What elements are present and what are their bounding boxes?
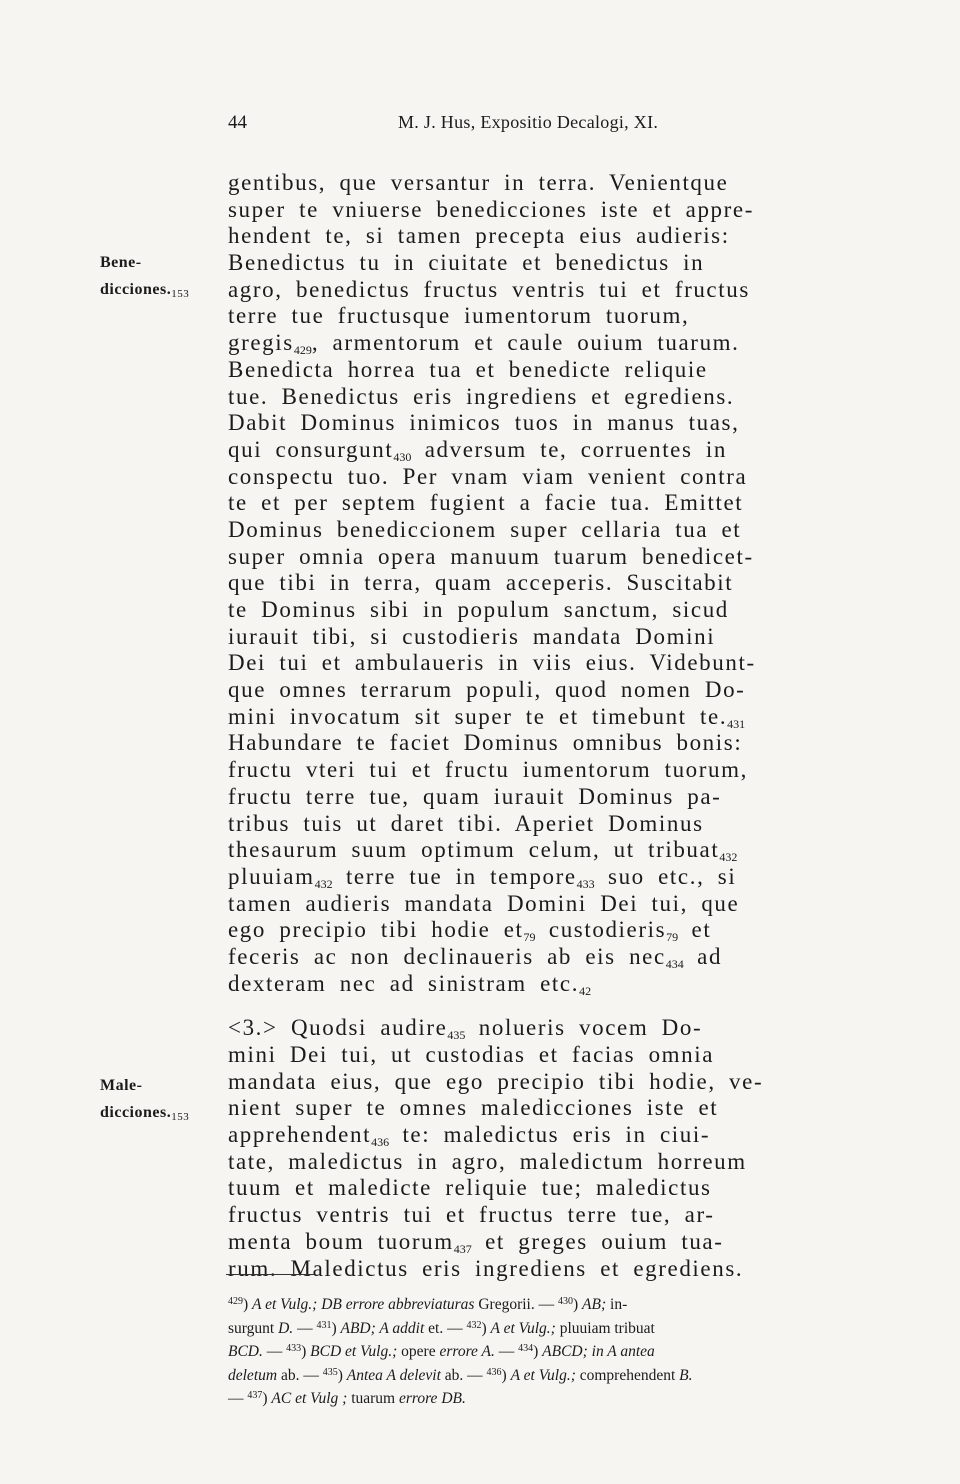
margin-note-word: dicciones. xyxy=(100,1103,172,1121)
footnote-line xyxy=(228,1317,912,1341)
text-line xyxy=(228,677,912,704)
text-segment: Dabit Dominus inimicos tuos in manus tuas, xyxy=(228,410,740,436)
footnote-line xyxy=(228,1387,912,1411)
footnote-segment: ) xyxy=(331,1319,341,1337)
text-line xyxy=(228,730,912,757)
text-segment: tue. Benedictus eris ingrediens et egrediens. xyxy=(228,383,735,409)
text-line xyxy=(228,650,912,677)
text-segment: qui consurgunt xyxy=(228,436,394,462)
text-segment: thesaurum suum optimum celum, ut tribuat xyxy=(228,837,720,863)
subscript-marker: 79 xyxy=(666,930,679,945)
text-segment: Dominus benediccionem super cellaria tua et xyxy=(228,516,742,542)
footnote-segment: ) xyxy=(301,1343,311,1360)
subscript-marker: 42 xyxy=(579,983,592,998)
margin-note-maledicciones xyxy=(100,1073,189,1126)
footnote-number: 437 xyxy=(247,1390,263,1401)
footnotes xyxy=(228,1293,912,1411)
text-segment: tamen audieris mandata Domini Dei tui, que xyxy=(228,890,740,916)
text-line xyxy=(228,384,912,411)
footnote-segment: ) xyxy=(262,1390,272,1407)
text-segment: adversum te, corruentes in xyxy=(411,436,727,462)
subscript-marker: 429 xyxy=(293,343,312,358)
footnote-segment: — xyxy=(228,1390,248,1407)
text-segment: fructu terre tue, quam iurauit Dominus pa- xyxy=(228,783,722,809)
text-segment: menta boum tuorum xyxy=(228,1228,454,1254)
footnote-segment: Gregorii. — xyxy=(474,1296,558,1313)
footnote-segment: ) xyxy=(481,1319,491,1337)
footnote-segment: A et Vulg.; xyxy=(510,1366,576,1384)
text-segment: mini invocatum sit super te et timebunt te. xyxy=(228,703,728,729)
text-line xyxy=(228,597,912,624)
text-line xyxy=(228,1095,912,1122)
text-line xyxy=(228,1069,912,1096)
text-segment: nolueris vocem Do- xyxy=(465,1015,703,1041)
text-line xyxy=(228,277,912,304)
text-segment: rum. Maledictus eris ingrediens et egrediens. xyxy=(228,1255,744,1281)
text-segment: dexteram nec ad sinistram etc. xyxy=(228,970,580,996)
footnote-segment: errore DB. xyxy=(398,1390,466,1407)
footnote-number: 436 xyxy=(486,1366,502,1378)
footnote-segment: ABD; A addit xyxy=(340,1319,425,1337)
text-line xyxy=(228,1202,912,1229)
footnote-segment: — xyxy=(293,1319,317,1337)
footnote-segment: ab. — xyxy=(440,1366,487,1384)
text-line xyxy=(228,971,912,998)
text-segment: , armentorum et caule ouium tuarum. xyxy=(311,330,740,356)
text-segment: apprehendent xyxy=(228,1122,372,1148)
text-segment: iurauit tibi, si custodieris mandata Domini xyxy=(228,623,716,649)
footnote-segment: opere xyxy=(397,1343,440,1360)
text-line xyxy=(228,1042,912,1069)
subscript-marker: 432 xyxy=(719,850,738,865)
text-line xyxy=(228,1122,912,1149)
footnote-segment: surgunt xyxy=(228,1319,279,1337)
text-line xyxy=(228,1149,912,1176)
text-line xyxy=(228,570,912,597)
footnote-segment: BCD. xyxy=(228,1343,263,1360)
text-segment: hendent te, si tamen precepta eius audieris: xyxy=(228,223,730,249)
margin-note-benedicciones xyxy=(100,250,189,303)
footnote-segment: ) xyxy=(337,1366,347,1384)
text-segment: Habundare te faciet Dominus omnibus bonis: xyxy=(228,730,743,756)
text-line xyxy=(228,437,912,464)
text-segment: feceris ac non declinaueris ab eis nec xyxy=(228,943,666,969)
subscript-marker: 433 xyxy=(576,876,595,891)
text-segment: terre tue in tempore xyxy=(332,863,577,889)
margin-note-ref: 153 xyxy=(171,287,190,300)
footnote-line xyxy=(228,1340,912,1364)
footnote-segment: Antea A delevit xyxy=(346,1366,441,1384)
subscript-marker: 435 xyxy=(447,1028,466,1043)
text-segment: suo etc., si xyxy=(594,863,737,889)
margin-note-ref: 153 xyxy=(171,1110,190,1123)
footnote-segment: ) xyxy=(501,1366,511,1384)
text-segment: fructus ventris tui et fructus terre tue, ar- xyxy=(228,1202,715,1228)
text-line xyxy=(228,944,912,971)
footnote-segment: AC et Vulg ; xyxy=(271,1390,348,1407)
body-text xyxy=(228,170,912,1282)
text-segment: tuum et maledicte reliquie tue; maledictus xyxy=(228,1175,712,1201)
footnote-segment: deletum xyxy=(228,1366,278,1384)
footnote-number: 434 xyxy=(518,1343,534,1354)
text-line xyxy=(228,1256,912,1283)
footnote-line xyxy=(228,1293,912,1317)
footnote-segment: in- xyxy=(606,1296,628,1313)
text-segment: te et per septem fugient a facie tua. Emittet xyxy=(228,490,744,516)
text-segment: <3.> Quodsi audire xyxy=(228,1015,448,1041)
footnote-number: 432 xyxy=(466,1319,482,1331)
text-line xyxy=(228,864,912,891)
text-line xyxy=(228,757,912,784)
text-segment: conspectu tuo. Per vnam viam venient contra xyxy=(228,463,748,489)
page-number: 44 xyxy=(228,112,247,133)
text-line xyxy=(228,704,912,731)
text-segment: que tibi in terra, quam acceperis. Suscitabit xyxy=(228,570,734,596)
text-line xyxy=(228,223,912,250)
text-line xyxy=(228,917,912,944)
text-line xyxy=(228,517,912,544)
text-line xyxy=(228,357,912,384)
text-segment: Benedictus tu in ciuitate et benedictus in xyxy=(228,250,705,276)
footnote-segment: ) xyxy=(572,1296,583,1313)
text-line xyxy=(228,544,912,571)
footnote-segment: AB; xyxy=(582,1296,607,1313)
text-line xyxy=(228,330,912,357)
footnote-number: 435 xyxy=(322,1366,338,1378)
running-title: M. J. Hus, Expositio Decalogi, XI. xyxy=(398,112,659,132)
footnote-segment: ) xyxy=(243,1296,253,1313)
footnote-segment: — xyxy=(494,1343,519,1360)
text-line xyxy=(228,464,912,491)
margin-note-line xyxy=(100,1100,189,1127)
subscript-marker: 79 xyxy=(523,930,536,945)
text-segment: et xyxy=(678,917,712,943)
footnote-segment: B. xyxy=(679,1366,693,1384)
text-segment: et greges ouium tua- xyxy=(471,1228,724,1254)
text-line xyxy=(228,891,912,918)
footnote-segment: errore A. xyxy=(439,1343,495,1360)
text-line xyxy=(228,811,912,838)
margin-note-line xyxy=(100,277,189,304)
text-line xyxy=(228,250,912,277)
text-line xyxy=(228,1175,912,1202)
text-segment: super omnia opera manuum tuarum benedicet- xyxy=(228,543,754,569)
text-segment: ego precipio tibi hodie et xyxy=(228,917,524,943)
text-segment: agro, benedictus fructus ventris tui et fructus xyxy=(228,276,750,302)
text-line xyxy=(228,1015,912,1042)
text-line xyxy=(228,837,912,864)
margin-note-line: Male- xyxy=(100,1077,143,1094)
footnote-number: 430 xyxy=(557,1296,573,1307)
footnote-segment: ABCD; in A antea xyxy=(542,1343,655,1360)
footnote-number: 433 xyxy=(286,1343,302,1354)
text-line xyxy=(228,410,912,437)
text-line xyxy=(228,197,912,224)
text-line xyxy=(228,624,912,651)
text-segment: tate, maledictus in agro, maledictum horreum xyxy=(228,1148,747,1174)
subscript-marker: 434 xyxy=(665,956,684,971)
text-segment: gentibus, que versantur in terra. Venientque xyxy=(228,170,729,195)
footnote-segment: comprehendent xyxy=(575,1366,680,1384)
footnote-number: 431 xyxy=(316,1319,332,1331)
text-segment: custodieris xyxy=(535,917,667,943)
footnote-segment: D. xyxy=(278,1319,294,1337)
footnote-segment: BCD et Vulg.; xyxy=(310,1343,398,1360)
text-segment: tribus tuis ut daret tibi. Aperiet Dominus xyxy=(228,810,704,836)
text-segment: te Dominus sibi in populum sanctum, sicud xyxy=(228,597,729,622)
footnote-segment: A et Vulg.; DB errore abbreviaturas xyxy=(252,1296,475,1313)
text-segment: Dei tui et ambulaueris in viis eius. Videbunt- xyxy=(228,650,756,676)
subscript-marker: 432 xyxy=(314,876,333,891)
footnote-rule xyxy=(226,1274,314,1275)
text-line xyxy=(228,1229,912,1256)
text-segment: Benedicta horrea tua et benedicte reliquie xyxy=(228,356,708,382)
text-segment: pluuiam xyxy=(228,863,315,889)
margin-note-line: Bene- xyxy=(100,254,142,271)
text-segment: super te vniuerse benedicciones iste et appre- xyxy=(228,196,754,222)
text-line xyxy=(228,170,912,197)
text-segment: mini Dei tui, ut custodias et facias omnia xyxy=(228,1042,715,1067)
subscript-marker: 430 xyxy=(393,449,412,464)
text-line xyxy=(228,303,912,330)
footnote-segment: et. — xyxy=(424,1319,467,1337)
text-segment: nient super te omnes maledicciones iste et xyxy=(228,1095,719,1121)
text-line xyxy=(228,490,912,517)
margin-note-word: dicciones. xyxy=(100,280,172,298)
footnote-segment: pluuiam tribuat xyxy=(555,1319,655,1337)
text-segment: gregis xyxy=(228,330,294,356)
footnote-segment: tuarum xyxy=(347,1390,399,1407)
footnote-segment: ) xyxy=(533,1343,543,1360)
text-segment: te: maledictus eris in ciui- xyxy=(389,1122,711,1148)
footnote-segment: A et Vulg.; xyxy=(490,1319,556,1337)
footnote-number: 429 xyxy=(228,1296,243,1307)
subscript-marker: 436 xyxy=(371,1135,390,1150)
text-segment: fructu vteri tui et fructu iumentorum tuorum, xyxy=(228,757,748,783)
footnote-line xyxy=(228,1364,912,1388)
footnote-segment: — xyxy=(262,1343,287,1360)
text-segment: mandata eius, que ego precipio tibi hodie, ve- xyxy=(228,1068,764,1094)
text-segment: terre tue fructusque iumentorum tuorum, xyxy=(228,303,690,329)
subscript-marker: 431 xyxy=(727,716,746,731)
text-segment: ad xyxy=(683,943,723,969)
footnote-segment: ab. — xyxy=(277,1366,323,1384)
subscript-marker: 437 xyxy=(453,1241,472,1256)
text-line xyxy=(228,784,912,811)
text-segment: que omnes terrarum populi, quod nomen Do- xyxy=(228,677,746,703)
